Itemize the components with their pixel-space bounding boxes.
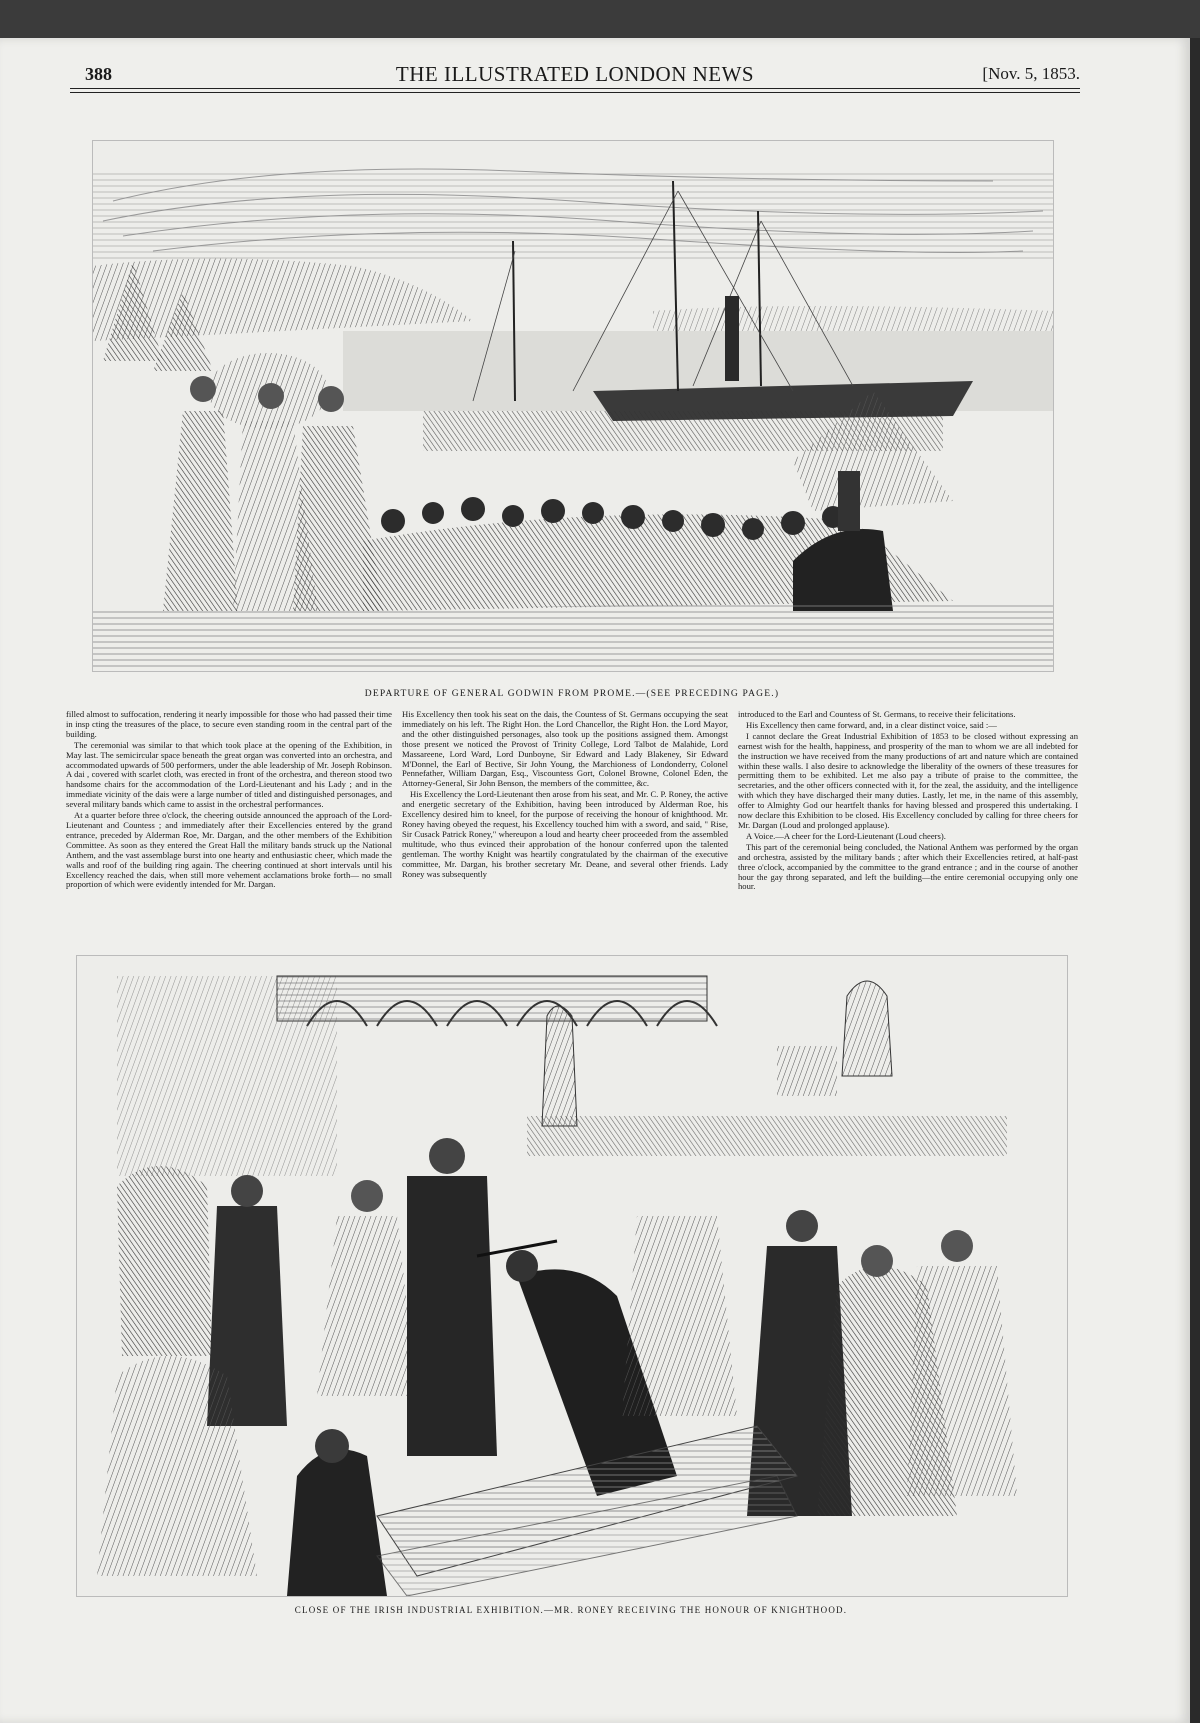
page-number: 388 <box>85 64 112 84</box>
column-1-paragraph-1: filled almost to suffocation, rendering it nearly impossible for those who had passed their time in insp cting the treasures of the place, to secure even standing room in the central part of the building. <box>66 709 392 739</box>
text-column-3 <box>738 710 1078 893</box>
caption-top: DEPARTURE OF GENERAL GODWIN FROM PROME.—(SEE PRECEDING PAGE.) <box>364 689 780 699</box>
column-3-paragraph-2: His Excellency then came forward, and, in a clear distinct voice, said :— <box>746 719 997 730</box>
column-2-paragraph-2: His Excellency the Lord-Lieutenant then arose from his seat, and Mr. C. P. Roney, the active and energetic secretary of the Exhibition, having been introduced by Alderman Roe, his Excellency desired him to kneel, for the purpose of receiving the honour of knighthood. Mr. Roney having obeyed the request, his Excellency touched him with a sword, and said, " Rise, Sir Cusack Patrick Roney," whereupon a loud and hearty cheer proceeded from the assembled multitude, who thus evinced their approbation of the honour conferred upon the talented gentleman. The worthy Knight was heartily congratulated by the chairman of the executive committee, Mr. Dargan, his brother secretary Mr. Deane, and several other friends. Lady Roney was subsequently <box>402 789 728 879</box>
caption-bottom: CLOSE OF THE IRISH INDUSTRIAL EXHIBITION.—MR. RONEY RECEIVING THE HONOUR OF KNIGHTHOOD. <box>294 1605 848 1615</box>
column-1-paragraph-3: At a quarter before three o'clock, the cheering outside announced the approach of the Lord-Lieutenant and Countess ; and immediately after their Excellencies entered by the grand entrance, preceded by Alderman Roe, Mr. Dargan, and the other members of the Exhibition Committee. As soon as they entered the Great Hall the military bands struck up the National Anthem, and the vast assemblage burst into one hearty and enthusiastic cheer, which made the walls and roof of the building ring again. The cheering continued at short intervals until his Excellency reached the dais, when still more vehement acclamations broke forth— no small proportion of which were evidently intended for Mr. Dargan. <box>66 810 392 890</box>
text-column-1 <box>66 710 392 891</box>
column-3-paragraph-4: A Voice.—A cheer for the Lord-Lieutenant (Loud cheers). <box>746 830 946 841</box>
engraving-close-irish-exhibition <box>76 955 1068 1597</box>
text-column-2 <box>402 710 728 880</box>
issue-date: [Nov. 5, 1853. <box>982 64 1080 83</box>
column-1-paragraph-2: The ceremonial was similar to that which took place at the opening of the Exhibition, in May last. The semicircular space beneath the great organ was converted into an orchestra, and accommodated upwards of 500 performers, under the able leadership of Mr. Joseph Robinson. A dai , covered with scarlet cloth, was erected in front of the orchestra, and thereon stood two handsome chairs for the accommodation of the Lord-Lieutenant and his Lady ; and in the immediate vicinity of the dais were a large number of titled and distinguished personages, and several military bands which came to assist in the orchestral performances. <box>66 739 392 810</box>
header-rule <box>70 88 1080 93</box>
engraving-departure-general-godwin <box>92 140 1054 672</box>
column-3-paragraph-1: introduced to the Earl and Countess of St. Germans, to receive their felicitations. <box>738 709 1016 719</box>
column-2-paragraph-1: His Excellency then took his seat on the dais, the Countess of St. Germans occupying the seat immediately on his left. The Right Hon. the Lord Chancellor, the Right Hon. the Lord Mayor, and the other distinguished personages, also took up the positions assigned them. Amongst those present we noticed the Provost of Trinity College, Lord Talbot de Malahide, Lord Massareene, Lord Ward, Lord Dunboyne, Sir Edward and Lady Blakeney, Sir Edward M'Donnel, the Earl of Bective, Sir John Young, the Marchioness of Londonderry, Colonel Pennefather, William Dargan, Esq., Viscountess Gort, Colonel Browne, Colonel Eden, the Attorney-General, Sir John Benson, the members of the committee, &c. <box>402 709 728 789</box>
scan-border-top <box>0 0 1200 38</box>
page-header <box>70 60 1080 88</box>
column-3-paragraph-5: This part of the ceremonial being concluded, the National Anthem was performed by the organ and orchestra, assisted by the military bands ; after which their Excellencies retired, at half-past three o'clock, accompanied by the committee to the grand entrance ; and in the course of another hour the gay throng separated, and left the building—the entire ceremonial occupying only one hour. <box>738 841 1078 892</box>
masthead-title: THE ILLUSTRATED LONDON NEWS <box>395 62 755 86</box>
column-3-paragraph-3: I cannot declare the Great Industrial Exhibition of 1853 to be closed without expressing an earnest wish for the health, happiness, and prosperity of the man to whom we are all indebted for the instruction we have received from the many productions of art and nature which are contained within these walls. I also desire to acknowledge the liberality of the owners of these treasures for permitting them to be exhibited. Let me also pay a tribute of praise to the committee, the secretaries, and the other officers connected with it, for the zeal, the assiduity, and the intelligence with which they have discharged their many duties. Lastly, let me, in the name of this assembly, offer to Almighty God our heartfelt thanks for having blessed and prospered this undertaking. I now declare this Exhibition to be closed. His Excellency concluded by calling for three cheers for Mr. Dargan (Loud and prolonged applause). <box>738 730 1078 830</box>
